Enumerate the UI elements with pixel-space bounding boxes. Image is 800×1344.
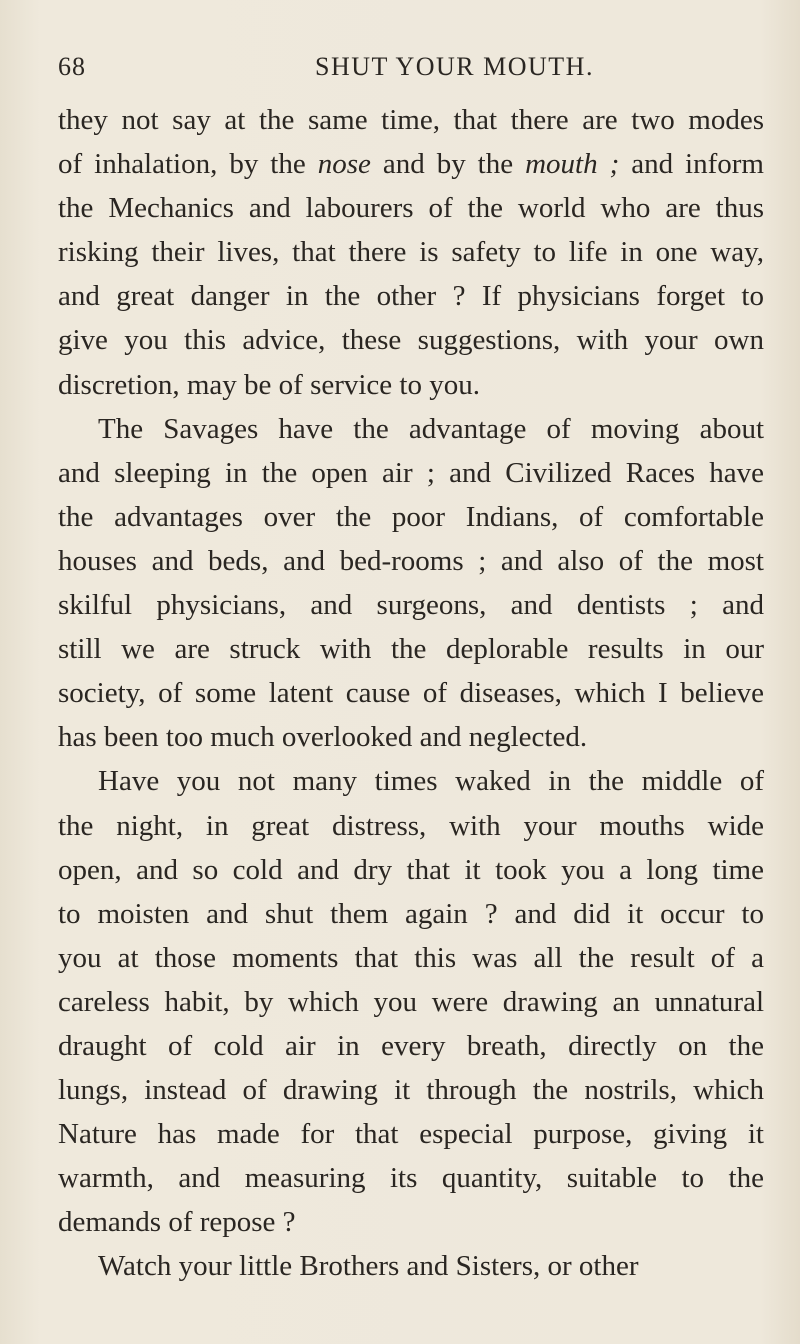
- text-line: you at those moments that this was all the result of a: [58, 941, 764, 974]
- text-line: warmth, and measuring its quantity, suitable to the: [58, 1162, 764, 1195]
- text-line: and great danger in the other ? If physicians forget to: [58, 280, 764, 313]
- text-line: give you this advice, these suggestions, with your own: [58, 324, 764, 357]
- text-line: lungs, instead of drawing it through the nostrils, which: [58, 1074, 764, 1107]
- text-line: open, and so cold and dry that it took you a long time: [58, 853, 764, 886]
- text-line: the advantages over the poor Indians, of comfortable: [58, 500, 764, 533]
- running-title: SHUT YOUR MOUTH.: [315, 52, 594, 81]
- text-line: skilful physicians, and surgeons, and dentists ; and: [58, 589, 764, 622]
- text-line: demands of repose ?: [58, 1206, 296, 1239]
- text-line: careless habit, by which you were drawing an unnatural: [58, 985, 764, 1018]
- page-number: 68: [58, 52, 86, 81]
- text-line: draught of cold air in every breath, directly on the: [58, 1029, 764, 1062]
- paragraph-start-line: Watch your little Brothers and Sisters, or other: [98, 1250, 639, 1283]
- text-line: and sleeping in the open air ; and Civilized Races have: [58, 456, 764, 489]
- text-line: the night, in great distress, with your mouths wide: [58, 809, 764, 842]
- text-line: the Mechanics and labourers of the world who are thus: [58, 192, 764, 225]
- paragraph-start-line: Have you not many times waked in the middle of: [98, 765, 764, 798]
- body-text: [58, 98, 764, 1289]
- text-line: has been too much overlooked and neglected.: [58, 721, 588, 754]
- text-line: houses and beds, and bed-rooms ; and also of the most: [58, 544, 764, 577]
- text-line: risking their lives, that there is safety to life in one way,: [58, 236, 764, 269]
- text-line: to moisten and shut them again ? and did it occur to: [58, 897, 764, 930]
- text-line: of inhalation, by the nose and by the mouth ; and inform: [58, 148, 764, 181]
- page-header: [58, 46, 758, 86]
- text-line: society, of some latent cause of diseases, which I believe: [58, 677, 764, 710]
- text-line: they not say at the same time, that there are two modes: [58, 104, 764, 136]
- text-line: still we are struck with the deplorable results in our: [58, 633, 764, 666]
- italic-word-mouth: mouth ;: [525, 148, 620, 181]
- paragraph-start-line: The Savages have the advantage of moving about: [98, 412, 764, 445]
- text-line: discretion, may be of service to you.: [58, 368, 480, 401]
- text-line: Nature has made for that especial purpose, giving it: [58, 1118, 764, 1151]
- italic-word-nose: nose: [317, 148, 371, 181]
